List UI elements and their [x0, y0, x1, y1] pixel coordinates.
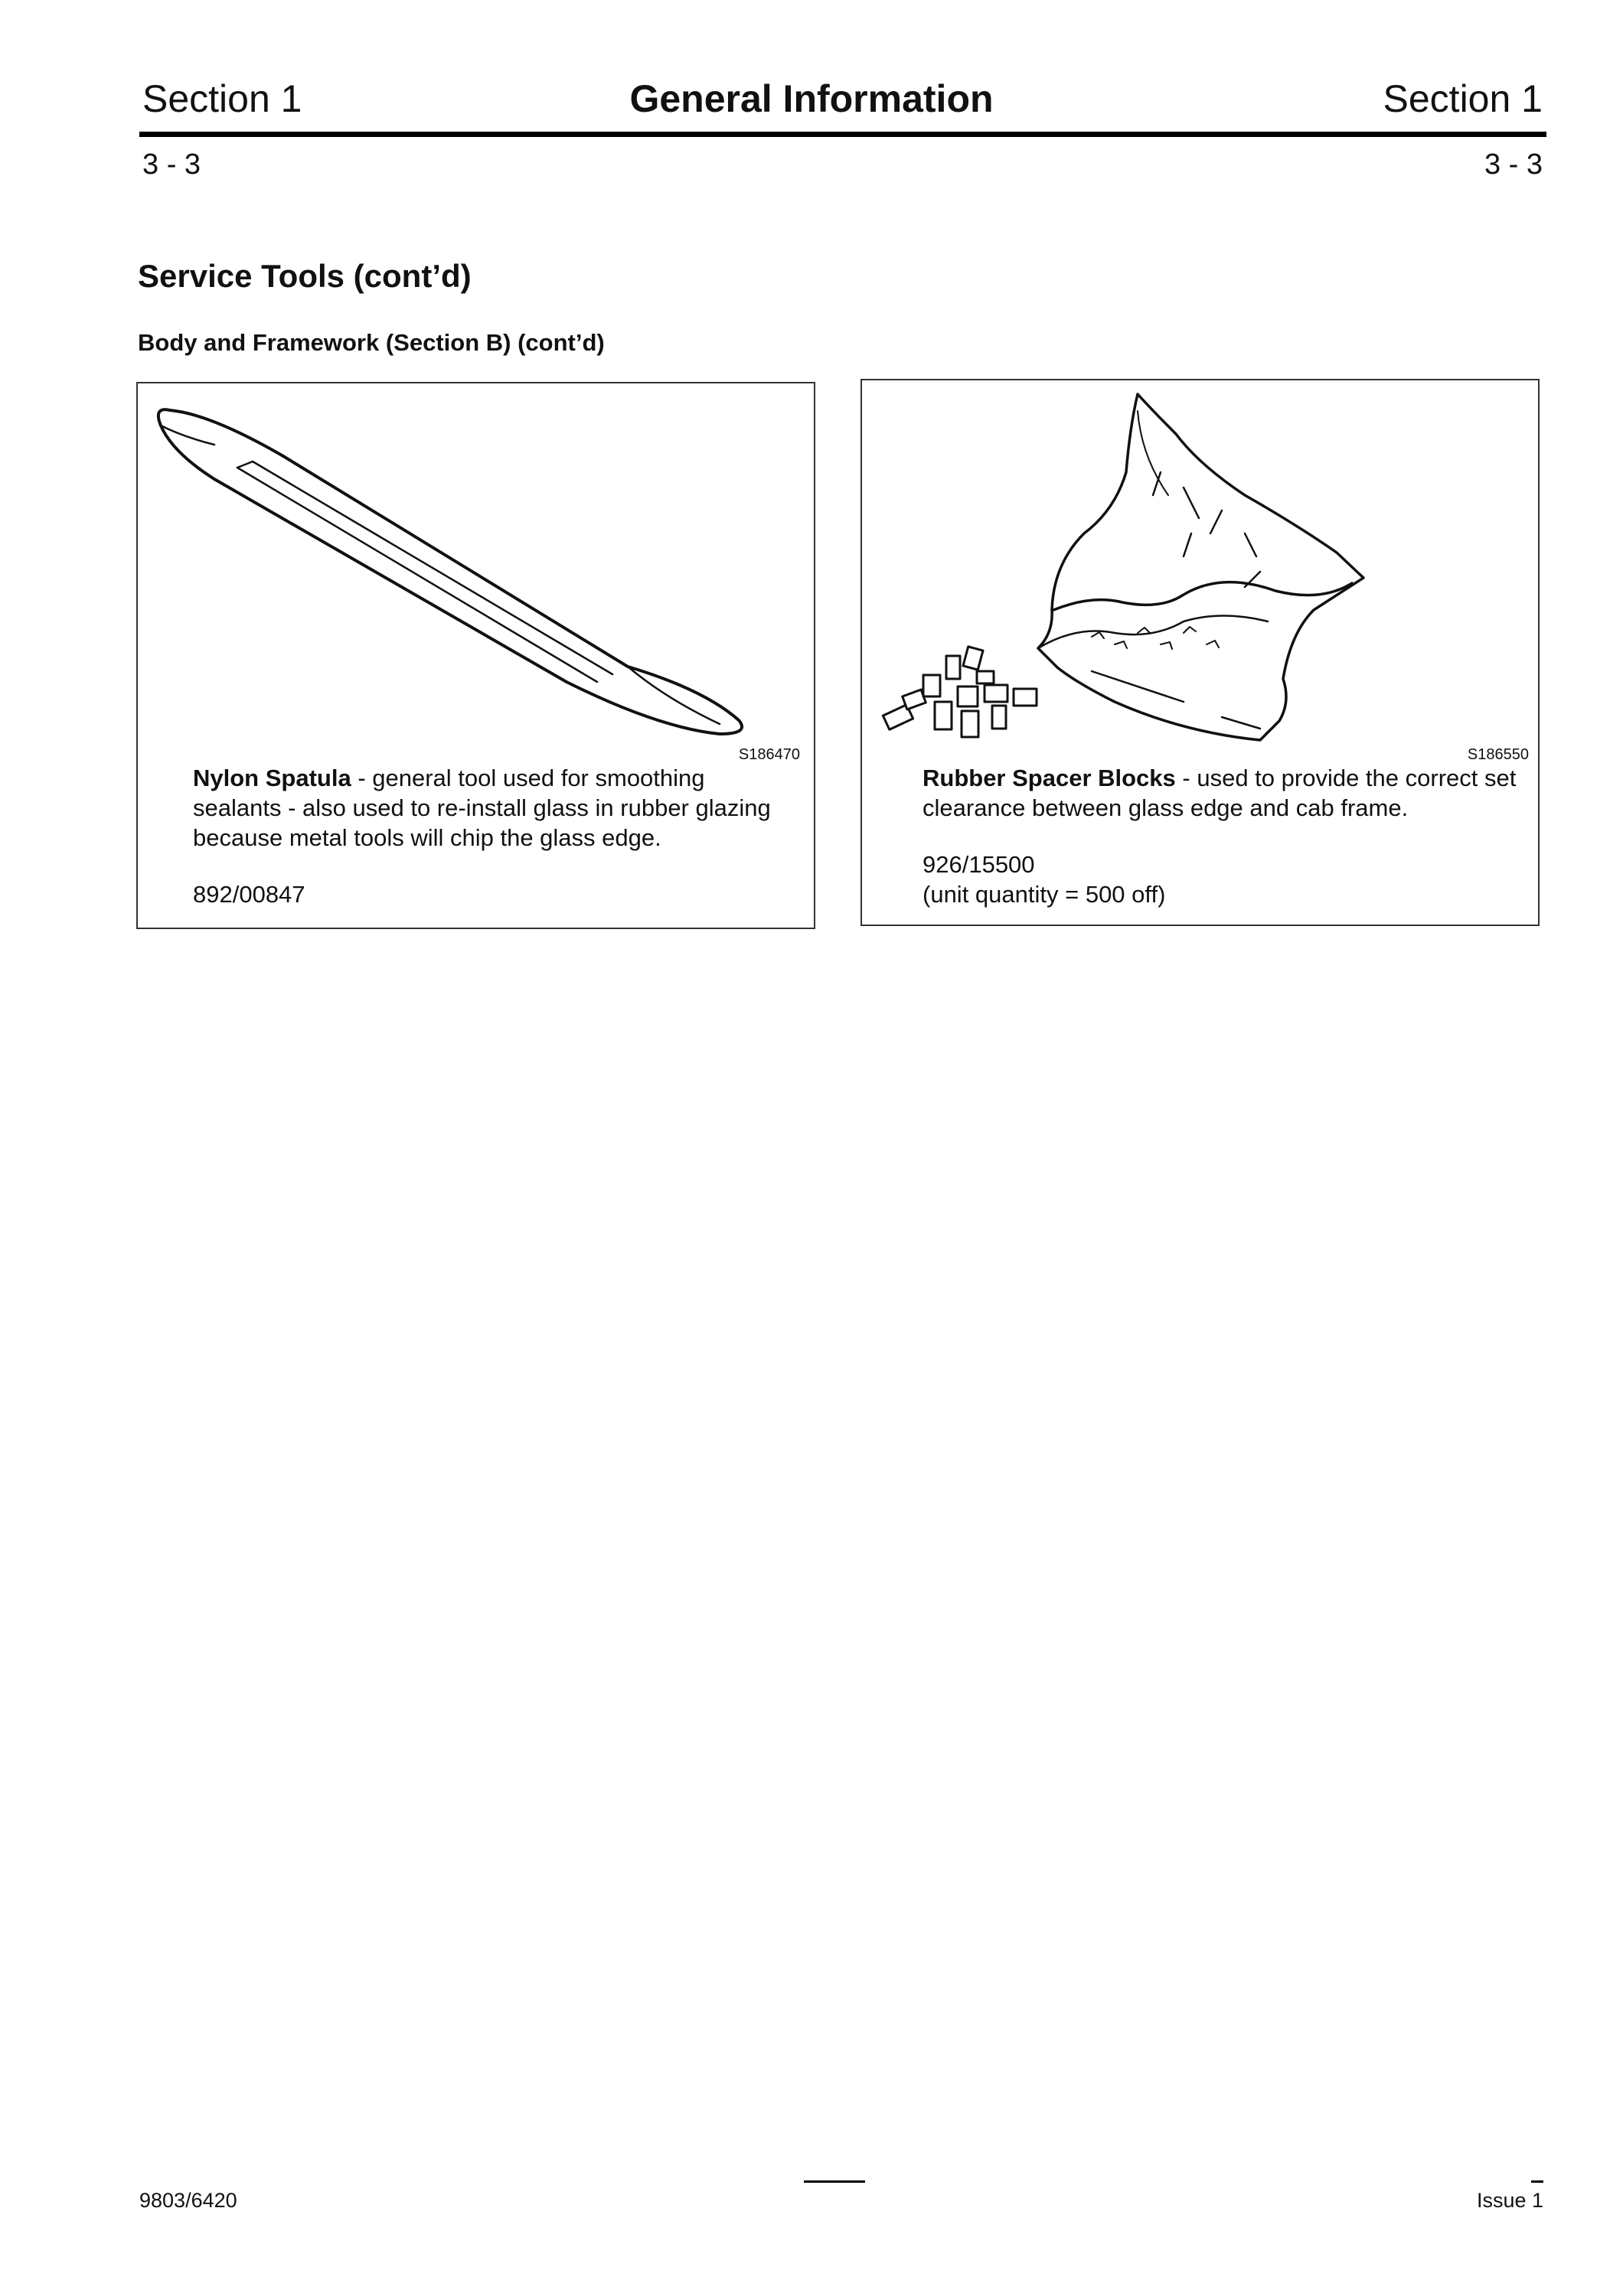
- section-heading: Service Tools (cont’d): [138, 258, 472, 294]
- sub-heading: Body and Framework (Section B) (cont’d): [138, 329, 605, 356]
- header-rule: [139, 132, 1546, 137]
- rubber-spacer-blocks-bag-illustration: [862, 380, 1538, 763]
- tool-card-nylon-spatula: [136, 382, 815, 929]
- page-number-right: 3 - 3: [1484, 148, 1543, 181]
- part-number: 892/00847: [193, 881, 305, 908]
- tool-name: Nylon Spatula: [193, 765, 351, 791]
- header-section-right: Section 1: [1383, 77, 1543, 120]
- tool-name: Rubber Spacer Blocks: [923, 765, 1176, 791]
- tool-description: [923, 763, 1527, 823]
- tool-description-text: - used to provide the correct set clearance between glass edge and cab frame.: [923, 765, 1517, 821]
- footer-issue: Issue 1: [1476, 2189, 1543, 2212]
- tool-description: [193, 763, 798, 853]
- part-number: 926/15500: [923, 851, 1035, 878]
- figure-code: S186470: [738, 746, 800, 763]
- unit-quantity-note: (unit quantity = 500 off): [923, 881, 1166, 908]
- footer-doc-number: 9803/6420: [139, 2189, 237, 2212]
- nylon-spatula-illustration: [138, 383, 814, 766]
- figure-code: S186550: [1467, 746, 1529, 763]
- header-title: General Information: [629, 77, 994, 120]
- footer-center-line: [804, 2180, 865, 2183]
- tool-card-rubber-spacer-blocks: [860, 379, 1540, 926]
- header-section-left: Section 1: [142, 77, 302, 120]
- tool-description-text: - general tool used for smoothing sealants - also used to re-install glass in rubber glazing because metal tools will chip the glass edge.: [193, 765, 771, 851]
- page-number-left: 3 - 3: [142, 148, 201, 181]
- footer-right-tick: [1531, 2180, 1543, 2183]
